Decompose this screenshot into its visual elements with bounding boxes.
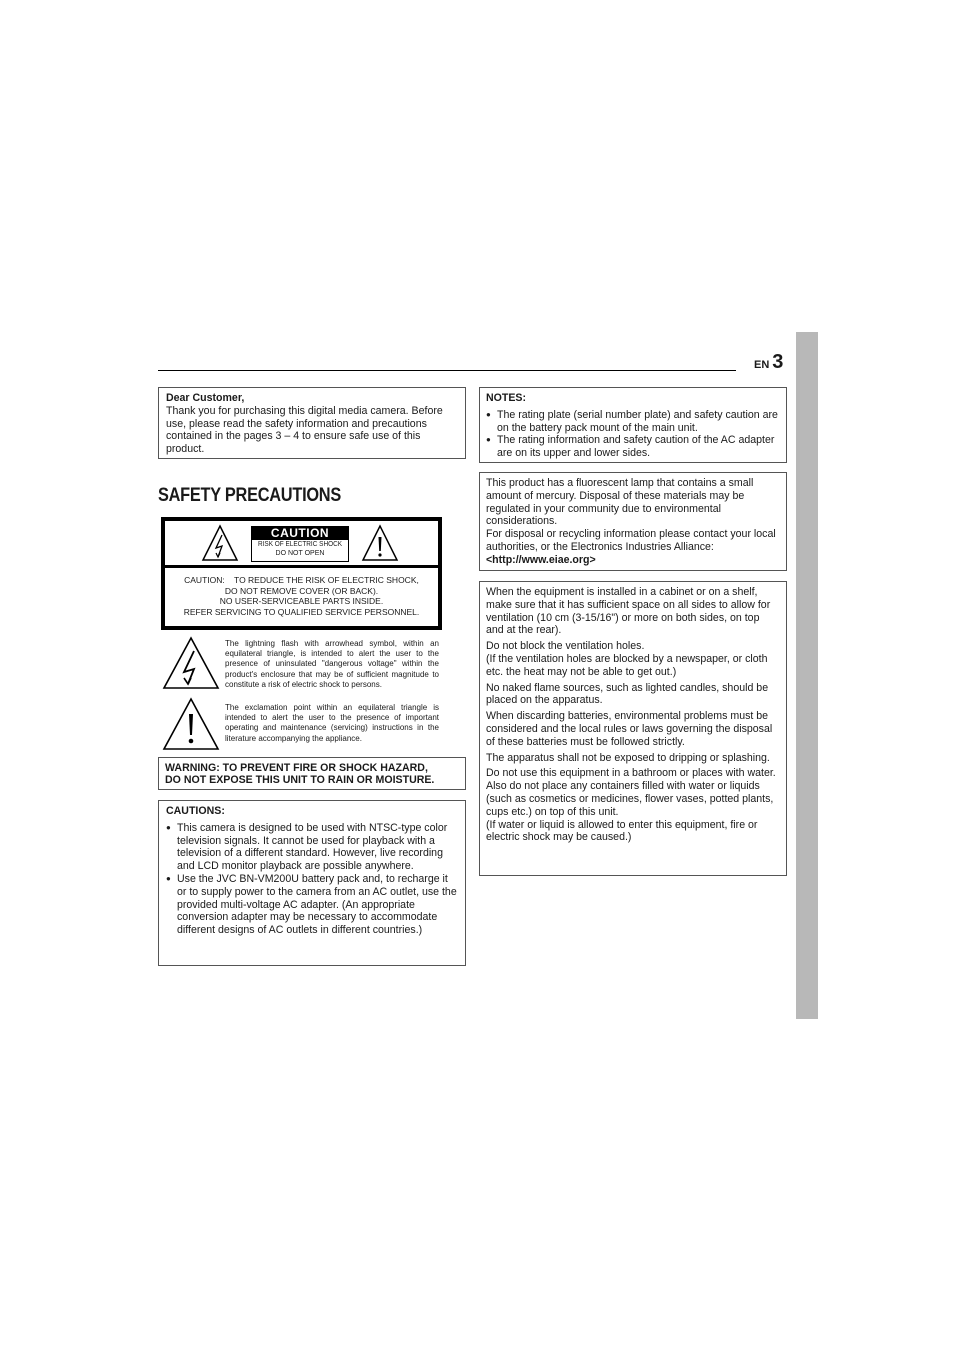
warning-box [158, 757, 466, 790]
caution-text-line1: CAUTION: TO REDUCE THE RISK OF ELECTRIC SHOCK, [184, 575, 419, 585]
caution-text-line2: DO NOT REMOVE COVER (OR BACK). [224, 585, 379, 596]
equipment-bathroom: Do not use this equipment in a bathroom or places with water. [486, 767, 776, 780]
caution-item-battery: ● Use the JVC BN-VM200U battery pack and, to recharge it or to supply power to the camera from an AC outlet, use the provided multi-voltage AC adapter. (An appropriate conversion adapter may be necessary to accommodate different designs of AC outlets in different countries.) [166, 873, 458, 937]
exclamation-symbol-icon [162, 697, 220, 751]
warning-line2: DO NOT EXPOSE THIS UNIT TO RAIN OR MOISTURE. [165, 774, 435, 786]
equipment-dripping: The apparatus shall not be exposed to dripping or splashing. [486, 751, 770, 764]
header-rule [158, 370, 736, 371]
caution-item-ntsc: ● This camera is designed to be used with NTSC-type color television signals. It cannot be used for playback with a television of a different standard. However, live recording and LCD monitor playback are possible anywhere. [166, 822, 458, 873]
cautions-box [158, 800, 466, 966]
section-title: SAFETY PRECAUTIONS [158, 485, 341, 506]
caution-open-line: DO NOT OPEN [275, 550, 325, 557]
equipment-flame: No naked flame sources, such as lighted candles, should be placed on the apparatus. [486, 681, 769, 707]
notes-title: NOTES: [486, 392, 527, 404]
cautions-list [166, 822, 458, 937]
warning-line1: WARNING: TO PREVENT FIRE OR SHOCK HAZARD, [165, 762, 428, 774]
cautions-title: CAUTIONS: [166, 805, 225, 817]
page-number [754, 351, 783, 374]
notes-box [479, 387, 787, 463]
note-item-rating-plate: ● The rating plate (serial number plate) and safety caution are on the battery pack mount of the main unit. [486, 409, 780, 435]
caution-label [161, 517, 442, 630]
equipment-containers: Also do not place any containers filled with water or liquids (such as cosmetics or medicines, flower vases, potted plants, cups etc.) on top of this unit. [486, 780, 774, 818]
caution-heading: CAUTION [252, 527, 348, 540]
equipment-batteries: When discarding batteries, environmental problems must be considered and the local rules or laws governing the disposal of these batteries must be followed strictly. [486, 710, 773, 748]
mercury-box [479, 472, 787, 571]
side-tab-bar [796, 332, 818, 1019]
exclamation-description: The exclamation point within an equilateral triangle is intended to alert the user to the presence of important operating and maintenance (servicing) instructions in the literature accompanying the appliance. [225, 703, 439, 743]
mercury-text: This product has a fluorescent lamp that contains a small amount of mercury. Disposal of these materials may be regulated in your community due to environmental considerations. [486, 477, 754, 528]
equipment-ventilation: When the equipment is installed in a cabinet or on a shelf, make sure that it has sufficient space on all sides to allow for ventilation (10 cm (3-15/16") or more on both sides, on top and at the rear). [486, 586, 771, 637]
note-item-ac-adapter: ● The rating information and safety caution of the AC adapter are on its upper and lower sides. [486, 434, 780, 460]
caution-text-panel [165, 568, 438, 626]
mercury-url: <http://www.eiae.org> [486, 553, 596, 566]
mercury-contact: For disposal or recycling information please contact your local authorities, or the Electronics Industries Alliance: [486, 528, 776, 553]
equipment-box [479, 581, 787, 876]
caution-text-line3: NO USER-SERVICEABLE PARTS INSIDE. [219, 596, 384, 606]
lightning-symbol-icon [162, 636, 220, 690]
lightning-description: The lightning flash with arrowhead symbol, within an equilateral triangle, is intended to alert the user to the presence of uninsulated "dangerous voltage" within the product's enclosure that may be of sufficient magnitude to constitute a risk of electric shock to persons. [225, 639, 439, 689]
notes-list [486, 409, 780, 460]
equipment-holes: Do not block the ventilation holes. [486, 640, 645, 653]
equipment-holes-note: (If the ventilation holes are blocked by a newspaper, or cloth etc. the heat may not be able to get out.) [486, 652, 768, 678]
dear-customer-title: Dear Customer, [166, 392, 245, 404]
equipment-liquid-note: (If water or liquid is allowed to enter this equipment, fire or electric shock may be caused.) [486, 818, 758, 844]
dear-customer-body: Thank you for purchasing this digital media camera. Before use, please read the safety information and precautions contained in the pages 3 – 4 to ensure safe use of this product. [166, 404, 443, 456]
lightning-triangle-icon [201, 524, 239, 562]
caution-badge [251, 526, 349, 562]
language-code: EN [754, 359, 770, 371]
caution-text-line4: REFER SERVICING TO QUALIFIED SERVICE PERSONNEL. [183, 606, 420, 617]
exclamation-triangle-icon [361, 524, 399, 562]
caution-risk-line: RISK OF ELECTRIC SHOCK [257, 541, 343, 548]
page-number-value: 3 [772, 351, 784, 373]
dear-customer-box [158, 387, 466, 459]
